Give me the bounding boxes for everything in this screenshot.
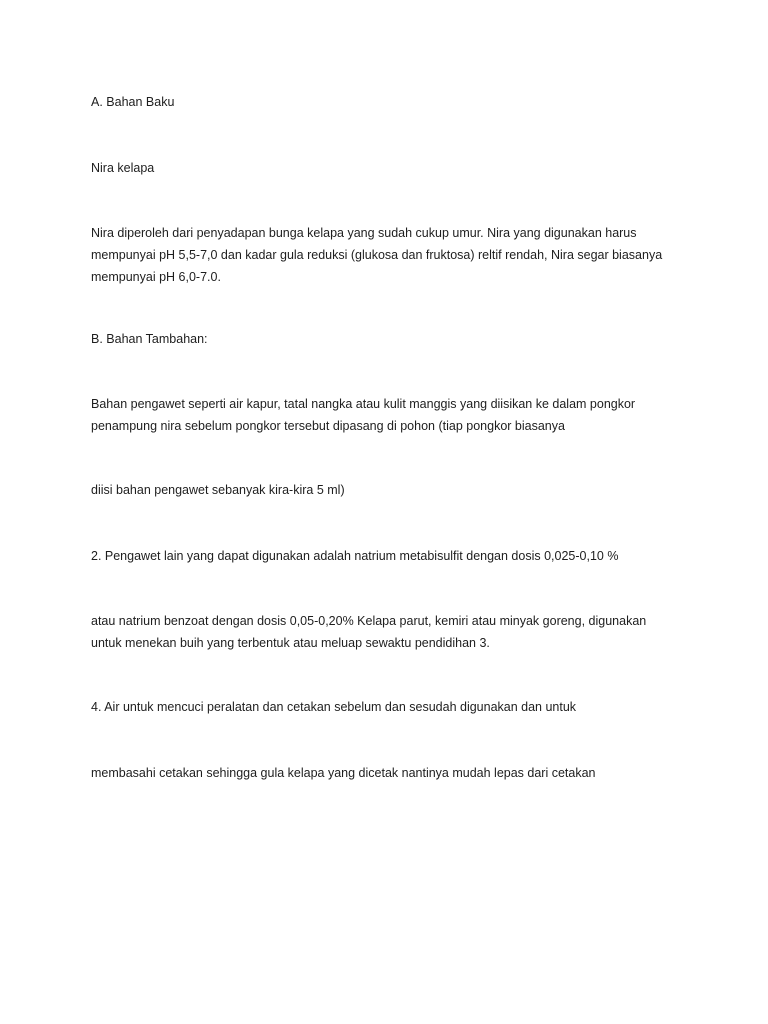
paragraph-benzoat (91, 610, 671, 654)
list-item-text: 2. Pengawet lain yang dapat digunakan adalah natrium metabisulfit dengan dosis 0,025-0,10 % (91, 549, 619, 563)
paragraph-nira (91, 222, 671, 288)
paragraph-line: penampung nira sebelum pongkor tersebut dipasang di pohon (tiap pongkor biasanya (91, 419, 565, 433)
paragraph-membasahi (91, 762, 671, 784)
heading-text: B. Bahan Tambahan: (91, 332, 208, 346)
heading-bahan-baku (91, 91, 671, 113)
list-item-text: 4. Air untuk mencuci peralatan dan cetakan sebelum dan sesudah digunakan dan untuk (91, 700, 577, 714)
paragraph-line: mempunyai pH 5,5-7,0 dan kadar gula reduksi (glukosa dan fruktosa) reltif rendah, Nira segar biasanya (91, 248, 663, 262)
paragraph-line: mempunyai pH 6,0-7.0. (91, 270, 221, 284)
list-item-2 (91, 545, 671, 567)
subheading-text: Nira kelapa (91, 161, 155, 175)
paragraph-pengawet (91, 393, 671, 437)
paragraph-line: untuk menekan buih yang terbentuk atau meluap sewaktu pendidihan 3. (91, 636, 490, 650)
heading-text: A. Bahan Baku (91, 95, 175, 109)
paragraph-line: membasahi cetakan sehingga gula kelapa yang dicetak nantinya mudah lepas dari cetakan (91, 766, 596, 780)
list-item-4 (91, 696, 671, 718)
paragraph-diisi (91, 479, 671, 501)
paragraph-line: atau natrium benzoat dengan dosis 0,05-0,20% Kelapa parut, kemiri atau minyak goreng, digunakan (91, 614, 647, 628)
subheading-nira-kelapa (91, 157, 671, 179)
paragraph-line: Nira diperoleh dari penyadapan bunga kelapa yang sudah cukup umur. Nira yang digunakan harus (91, 226, 637, 240)
paragraph-line: diisi bahan pengawet sebanyak kira-kira 5 ml) (91, 483, 345, 497)
heading-bahan-tambahan (91, 328, 671, 350)
paragraph-line: Bahan pengawet seperti air kapur, tatal nangka atau kulit manggis yang diisikan ke dalam pongkor (91, 397, 636, 411)
